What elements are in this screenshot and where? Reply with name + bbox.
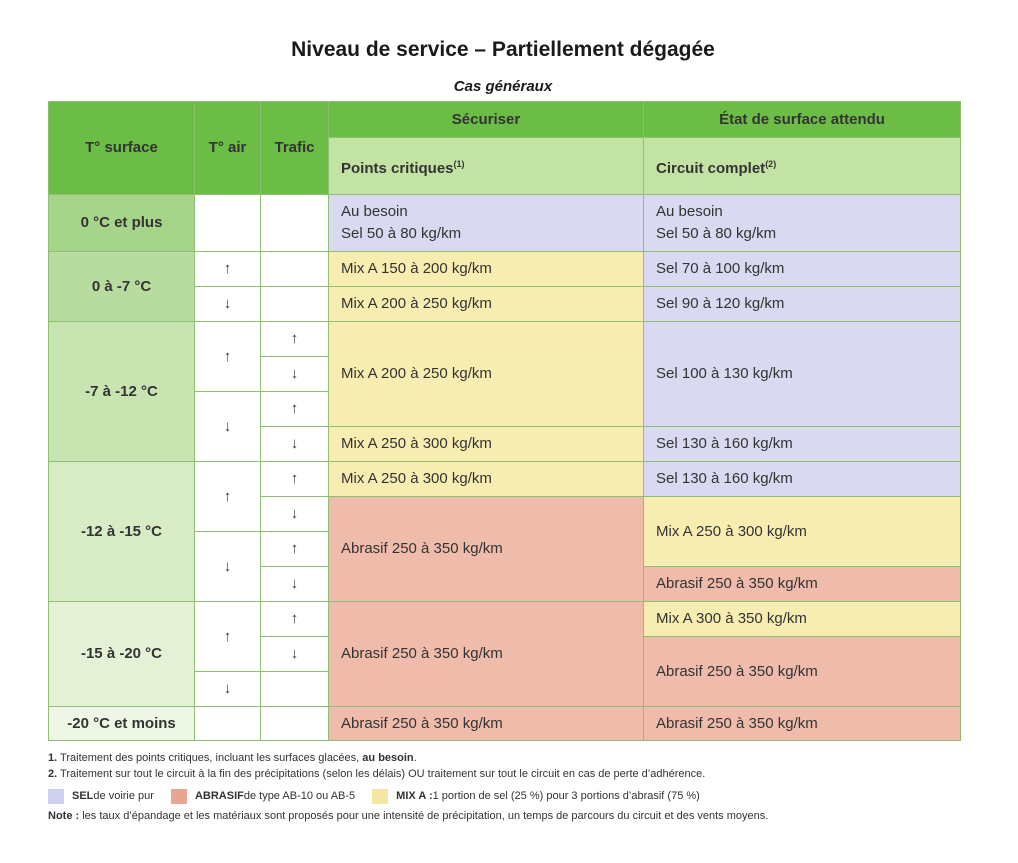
b3-circuit-complet: Sel 100 à 130 kg/km bbox=[644, 322, 961, 427]
band-0-a-moins-7: 0 à -7 °C bbox=[49, 252, 195, 322]
arrow-down-icon: ↓ bbox=[261, 497, 329, 532]
band-moins-20-et-moins: -20 °C et moins bbox=[49, 707, 195, 741]
header-points-critiques: Points critiques$^{(1)}$ bbox=[329, 138, 644, 195]
legend-sel: SEL de voirie pur bbox=[48, 789, 154, 804]
header-t-surface: T° surface bbox=[49, 102, 195, 195]
header-circuit-complet: Circuit complet$^{(2)}$ bbox=[644, 138, 961, 195]
b5-points-critiques: Abrasif 250 à 350 kg/km bbox=[329, 602, 644, 707]
b6-points-critiques: Abrasif 250 à 350 kg/km bbox=[329, 707, 644, 741]
arrow-up-icon: ↑ bbox=[195, 322, 261, 392]
b2-up-points-critiques: Mix A 150 à 200 kg/km bbox=[329, 252, 644, 287]
b2-down-circuit-complet: Sel 90 à 120 kg/km bbox=[644, 287, 961, 322]
b2-up-circuit-complet: Sel 70 à 100 kg/km bbox=[644, 252, 961, 287]
arrow-down-icon: ↓ bbox=[261, 427, 329, 462]
legend-swatch-sel bbox=[48, 789, 64, 804]
b4-points-critiques: Abrasif 250 à 350 kg/km bbox=[329, 497, 644, 602]
b3-last-circuit-complet: Sel 130 à 160 kg/km bbox=[644, 427, 961, 462]
b1-points-critiques: Au besoin Sel 50 à 80 kg/km bbox=[329, 195, 644, 252]
footnote-1: 1. Traitement des points critiques, incluant les surfaces glacées, au besoin. bbox=[48, 752, 417, 764]
header-etat-surface: État de surface attendu bbox=[644, 102, 961, 138]
b3-last-points-critiques: Mix A 250 à 300 kg/km bbox=[329, 427, 644, 462]
b2-down-points-critiques: Mix A 200 à 250 kg/km bbox=[329, 287, 644, 322]
footnotes bbox=[48, 750, 988, 782]
band-moins-7-a-moins-12: -7 à -12 °C bbox=[49, 322, 195, 462]
arrow-down-icon: ↓ bbox=[195, 287, 261, 322]
arrow-up-icon: ↑ bbox=[195, 462, 261, 532]
b6-circuit-complet: Abrasif 250 à 350 kg/km bbox=[644, 707, 961, 741]
arrow-up-icon: ↑ bbox=[261, 392, 329, 427]
b4-first-circuit-complet: Sel 130 à 160 kg/km bbox=[644, 462, 961, 497]
arrow-up-icon: ↑ bbox=[261, 462, 329, 497]
page-subtitle: Cas généraux bbox=[453, 78, 553, 95]
header-t-air: T° air bbox=[195, 102, 261, 195]
arrow-up-icon: ↑ bbox=[195, 252, 261, 287]
service-table bbox=[48, 101, 961, 741]
band-moins-12-a-moins-15: -12 à -15 °C bbox=[49, 462, 195, 602]
b1-circuit-complet: Au besoin Sel 50 à 80 kg/km bbox=[644, 195, 961, 252]
header-securiser: Sécuriser bbox=[329, 102, 644, 138]
footnote-2: 2. Traitement sur tout le circuit à la fin des précipitations (selon les délais) OU traitement sur tout le circuit en cas de perte d’adhérence. bbox=[48, 768, 706, 780]
arrow-down-icon: ↓ bbox=[195, 532, 261, 602]
arrow-down-icon: ↓ bbox=[261, 357, 329, 392]
b4-last-circuit-complet: Abrasif 250 à 350 kg/km bbox=[644, 567, 961, 602]
footnote-ref-2: (2) bbox=[765, 158, 777, 169]
band-moins-15-a-moins-20: -15 à -20 °C bbox=[49, 602, 195, 707]
page-title: Niveau de service – Partiellement dégagée bbox=[291, 38, 715, 61]
legend-swatch-abrasif bbox=[171, 789, 187, 804]
general-note: Note : les taux d’épandage et les matériaux sont proposés pour une intensité de précipitation, un temps de parcours du circuit et des vents moyens. bbox=[48, 810, 769, 822]
arrow-down-icon: ↓ bbox=[195, 392, 261, 462]
arrow-up-icon: ↑ bbox=[261, 532, 329, 567]
legend bbox=[48, 787, 717, 805]
band-0-et-plus: 0 °C et plus bbox=[49, 195, 195, 252]
arrow-up-icon: ↑ bbox=[261, 602, 329, 637]
arrow-down-icon: ↓ bbox=[261, 567, 329, 602]
arrow-down-icon: ↓ bbox=[195, 672, 261, 707]
arrow-up-icon: ↑ bbox=[195, 602, 261, 672]
b4-first-points-critiques: Mix A 250 à 300 kg/km bbox=[329, 462, 644, 497]
arrow-down-icon: ↓ bbox=[261, 637, 329, 672]
arrow-up-icon: ↑ bbox=[261, 322, 329, 357]
b5-rest-circuit-complet: Abrasif 250 à 350 kg/km bbox=[644, 637, 961, 707]
b5-first-circuit-complet: Mix A 300 à 350 kg/km bbox=[644, 602, 961, 637]
legend-swatch-mix bbox=[372, 789, 388, 804]
header-trafic: Trafic bbox=[261, 102, 329, 195]
footnote-ref-1: (1) bbox=[453, 158, 465, 169]
b4-mid-circuit-complet: Mix A 250 à 300 kg/km bbox=[644, 497, 961, 567]
b3-points-critiques: Mix A 200 à 250 kg/km bbox=[329, 322, 644, 427]
legend-mix: MIX A : 1 portion de sel (25 %) pour 3 portions d’abrasif (75 %) bbox=[372, 789, 700, 804]
legend-abrasif: ABRASIF de type AB-10 ou AB-5 bbox=[171, 789, 355, 804]
